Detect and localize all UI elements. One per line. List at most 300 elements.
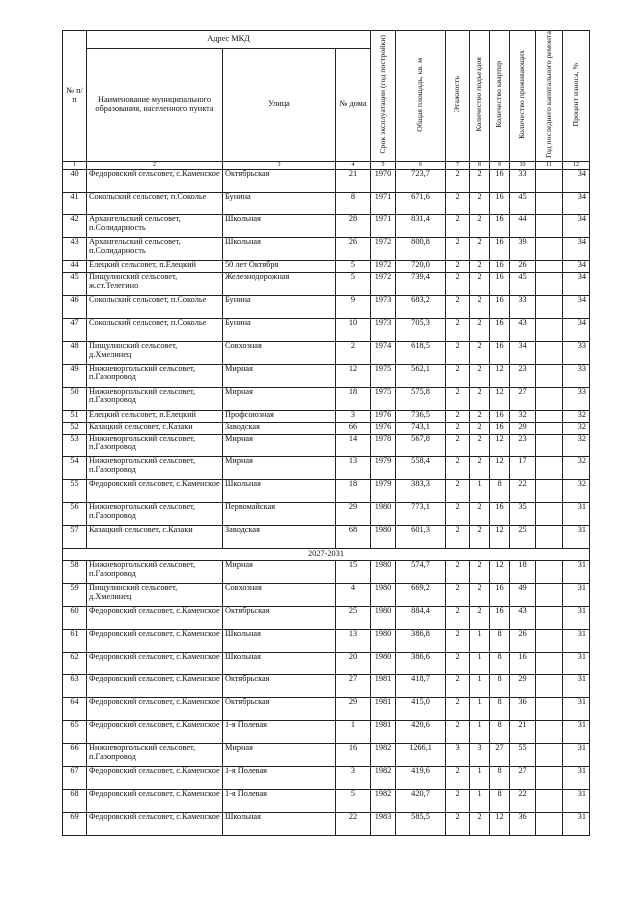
- floors-cell: 2: [446, 422, 470, 434]
- wear-percent-cell: 33: [563, 341, 590, 364]
- floors-cell: 2: [446, 526, 470, 549]
- repair-year-cell: [536, 364, 563, 387]
- row-number: 48: [63, 341, 87, 364]
- entrances-cell: 1: [470, 480, 490, 503]
- table-row: [63, 526, 590, 549]
- col-header-apartments: [490, 31, 510, 162]
- area-cell: 671,6: [396, 192, 446, 215]
- municipality-cell: Сокольский сельсовет, п.Соколье: [87, 319, 223, 342]
- house-number-cell: 5: [336, 789, 371, 812]
- floors-cell: 2: [446, 238, 470, 261]
- row-number: 42: [63, 215, 87, 238]
- row-number: 63: [63, 675, 87, 698]
- table-header-row: [63, 31, 590, 49]
- repair-year-cell: [536, 698, 563, 721]
- municipality-cell: Нижневоргольский сельсовет, п.Газопровод: [87, 434, 223, 457]
- floors-cell: 2: [446, 675, 470, 698]
- year-built-cell: 1981: [371, 698, 396, 721]
- repair-year-cell: [536, 410, 563, 422]
- street-cell: Бунина: [223, 296, 336, 319]
- floors-cell: 2: [446, 629, 470, 652]
- apartments-cell: 8: [490, 767, 510, 790]
- table-row: [63, 273, 590, 296]
- row-number: 57: [63, 526, 87, 549]
- wear-percent-cell: 32: [563, 422, 590, 434]
- year-built-cell: 1976: [371, 422, 396, 434]
- entrances-cell: 2: [470, 273, 490, 296]
- municipality-cell: Федоровский сельсовет, с.Каменское: [87, 169, 223, 192]
- street-cell: Мирная: [223, 364, 336, 387]
- wear-percent-cell: 33: [563, 387, 590, 410]
- residents-cell: 55: [510, 744, 536, 767]
- table-row: [63, 583, 590, 606]
- repair-year-cell: [536, 767, 563, 790]
- house-number-cell: 18: [336, 480, 371, 503]
- house-number-cell: 14: [336, 434, 371, 457]
- floors-cell: 2: [446, 296, 470, 319]
- period-section-label: 2027-2031: [63, 549, 590, 561]
- table-row: [63, 652, 590, 675]
- municipality-cell: Нижневоргольский сельсовет, п.Газопровод: [87, 364, 223, 387]
- entrances-cell: 3: [470, 744, 490, 767]
- municipality-cell: Федоровский сельсовет, с.Каменское: [87, 812, 223, 835]
- residents-cell: 33: [510, 296, 536, 319]
- area-cell: 415,0: [396, 698, 446, 721]
- repair-year-cell: [536, 457, 563, 480]
- street-cell: Мирная: [223, 387, 336, 410]
- wear-percent-cell: 34: [563, 238, 590, 261]
- residents-cell: 27: [510, 387, 536, 410]
- municipality-cell: Федоровский сельсовет, с.Каменское: [87, 629, 223, 652]
- wear-percent-cell: 34: [563, 273, 590, 296]
- repair-year-cell: [536, 434, 563, 457]
- col-header-apartments-label: Количество квартир: [494, 61, 504, 128]
- floors-cell: 2: [446, 364, 470, 387]
- municipality-cell: Казацкий сельсовет, с.Казаки: [87, 422, 223, 434]
- apartments-cell: 16: [490, 503, 510, 526]
- municipality-cell: Нижневоргольский сельсовет, п.Газопровод: [87, 744, 223, 767]
- col-header-area-label: Общая площадь, кв. м: [415, 57, 425, 132]
- wear-percent-cell: 34: [563, 261, 590, 273]
- year-built-cell: 1975: [371, 387, 396, 410]
- repair-year-cell: [536, 480, 563, 503]
- municipality-cell: Пищулинский сельсовет, д.Хмелинец: [87, 341, 223, 364]
- residents-cell: 21: [510, 721, 536, 744]
- table-row: [63, 169, 590, 192]
- col-header-year-label: Срок эксплуатации (год постройки): [377, 35, 387, 154]
- row-number: 67: [63, 767, 87, 790]
- entrances-cell: 1: [470, 789, 490, 812]
- year-built-cell: 1982: [371, 767, 396, 790]
- area-cell: 575,8: [396, 387, 446, 410]
- table-row: [63, 341, 590, 364]
- year-built-cell: 1982: [371, 789, 396, 812]
- area-cell: 669,2: [396, 583, 446, 606]
- residents-cell: 39: [510, 238, 536, 261]
- entrances-cell: 2: [470, 296, 490, 319]
- row-number: 62: [63, 652, 87, 675]
- col-header-wear: [563, 31, 590, 162]
- wear-percent-cell: 31: [563, 606, 590, 629]
- column-number: 11: [536, 161, 563, 169]
- repair-year-cell: [536, 319, 563, 342]
- floors-cell: 2: [446, 273, 470, 296]
- area-cell: 743,1: [396, 422, 446, 434]
- wear-percent-cell: 31: [563, 503, 590, 526]
- wear-percent-cell: 31: [563, 789, 590, 812]
- entrances-cell: 1: [470, 698, 490, 721]
- table-row: [63, 296, 590, 319]
- residents-cell: 29: [510, 422, 536, 434]
- col-header-residents: [510, 31, 536, 162]
- year-built-cell: 1980: [371, 561, 396, 584]
- area-cell: 585,5: [396, 812, 446, 835]
- house-number-cell: 26: [336, 238, 371, 261]
- table-row: [63, 215, 590, 238]
- house-number-cell: 10: [336, 319, 371, 342]
- floors-cell: 2: [446, 480, 470, 503]
- municipality-cell: Сокольский сельсовет, п.Соколье: [87, 296, 223, 319]
- year-built-cell: 1980: [371, 503, 396, 526]
- row-number: 58: [63, 561, 87, 584]
- floors-cell: 2: [446, 192, 470, 215]
- wear-percent-cell: 31: [563, 812, 590, 835]
- floors-cell: 2: [446, 812, 470, 835]
- row-number: 65: [63, 721, 87, 744]
- floors-cell: 2: [446, 503, 470, 526]
- repair-year-cell: [536, 812, 563, 835]
- entrances-cell: 2: [470, 422, 490, 434]
- floors-cell: 2: [446, 652, 470, 675]
- col-header-repair-label: Год последнего капитального ремонта: [543, 31, 553, 158]
- house-number-cell: 18: [336, 387, 371, 410]
- repair-year-cell: [536, 215, 563, 238]
- entrances-cell: 2: [470, 215, 490, 238]
- year-built-cell: 1980: [371, 583, 396, 606]
- table-row: [63, 812, 590, 835]
- table-row: [63, 789, 590, 812]
- year-built-cell: 1982: [371, 744, 396, 767]
- street-cell: Мирная: [223, 561, 336, 584]
- entrances-cell: 2: [470, 341, 490, 364]
- area-cell: 383,3: [396, 480, 446, 503]
- apartments-cell: 12: [490, 364, 510, 387]
- floors-cell: 2: [446, 561, 470, 584]
- year-built-cell: 1979: [371, 480, 396, 503]
- street-cell: Октябрьская: [223, 606, 336, 629]
- row-number: 69: [63, 812, 87, 835]
- repair-year-cell: [536, 561, 563, 584]
- wear-percent-cell: 32: [563, 457, 590, 480]
- col-header-area: [396, 31, 446, 162]
- col-header-address-group: Адрес МКД: [87, 31, 371, 49]
- entrances-cell: 2: [470, 503, 490, 526]
- repair-year-cell: [536, 238, 563, 261]
- row-number: 40: [63, 169, 87, 192]
- apartments-cell: 8: [490, 789, 510, 812]
- floors-cell: 2: [446, 410, 470, 422]
- repair-year-cell: [536, 341, 563, 364]
- apartment-buildings-table: [62, 30, 590, 836]
- table-row: [63, 767, 590, 790]
- house-number-cell: 22: [336, 812, 371, 835]
- residents-cell: 23: [510, 364, 536, 387]
- wear-percent-cell: 33: [563, 364, 590, 387]
- municipality-cell: Нижневоргольский сельсовет, п.Газопровод: [87, 561, 223, 584]
- entrances-cell: 1: [470, 721, 490, 744]
- repair-year-cell: [536, 652, 563, 675]
- house-number-cell: 5: [336, 261, 371, 273]
- table-row: [63, 721, 590, 744]
- wear-percent-cell: 34: [563, 296, 590, 319]
- house-number-cell: 12: [336, 364, 371, 387]
- entrances-cell: 2: [470, 319, 490, 342]
- wear-percent-cell: 32: [563, 480, 590, 503]
- floors-cell: 2: [446, 169, 470, 192]
- column-number: 10: [510, 161, 536, 169]
- year-built-cell: 1983: [371, 812, 396, 835]
- apartments-cell: 8: [490, 698, 510, 721]
- municipality-cell: Федоровский сельсовет, с.Каменское: [87, 767, 223, 790]
- house-number-cell: 68: [336, 526, 371, 549]
- house-number-cell: 25: [336, 606, 371, 629]
- street-cell: Железнодорожная: [223, 273, 336, 296]
- wear-percent-cell: 31: [563, 675, 590, 698]
- wear-percent-cell: 31: [563, 721, 590, 744]
- municipality-cell: Федоровский сельсовет, с.Каменское: [87, 789, 223, 812]
- table-row: [63, 364, 590, 387]
- area-cell: 562,1: [396, 364, 446, 387]
- year-built-cell: 1978: [371, 434, 396, 457]
- apartments-cell: 16: [490, 296, 510, 319]
- row-number: 66: [63, 744, 87, 767]
- area-cell: 420,7: [396, 789, 446, 812]
- residents-cell: 44: [510, 215, 536, 238]
- street-cell: Профсоюзная: [223, 410, 336, 422]
- repair-year-cell: [536, 273, 563, 296]
- col-header-num: № п/п: [63, 31, 87, 162]
- area-cell: 574,7: [396, 561, 446, 584]
- repair-year-cell: [536, 296, 563, 319]
- residents-cell: 25: [510, 526, 536, 549]
- year-built-cell: 1973: [371, 319, 396, 342]
- entrances-cell: 2: [470, 812, 490, 835]
- col-header-street: Улица: [223, 48, 336, 161]
- wear-percent-cell: 31: [563, 698, 590, 721]
- house-number-cell: 8: [336, 192, 371, 215]
- area-cell: 800,8: [396, 238, 446, 261]
- table-body-b: [63, 561, 590, 836]
- entrances-cell: 1: [470, 652, 490, 675]
- street-cell: Октябрьская: [223, 698, 336, 721]
- table-row: [63, 503, 590, 526]
- wear-percent-cell: 31: [563, 526, 590, 549]
- repair-year-cell: [536, 192, 563, 215]
- wear-percent-cell: 34: [563, 192, 590, 215]
- wear-percent-cell: 31: [563, 629, 590, 652]
- row-number: 47: [63, 319, 87, 342]
- street-cell: Октябрьская: [223, 169, 336, 192]
- table-row: [63, 261, 590, 273]
- area-cell: 618,5: [396, 341, 446, 364]
- apartments-cell: 16: [490, 169, 510, 192]
- entrances-cell: 2: [470, 410, 490, 422]
- floors-cell: 2: [446, 261, 470, 273]
- house-number-cell: 13: [336, 457, 371, 480]
- row-number: 61: [63, 629, 87, 652]
- apartments-cell: 16: [490, 215, 510, 238]
- entrances-cell: 2: [470, 434, 490, 457]
- house-number-cell: 4: [336, 583, 371, 606]
- apartments-cell: 8: [490, 652, 510, 675]
- house-number-cell: 66: [336, 422, 371, 434]
- wear-percent-cell: 31: [563, 583, 590, 606]
- year-built-cell: 1972: [371, 273, 396, 296]
- floors-cell: 2: [446, 606, 470, 629]
- entrances-cell: 2: [470, 364, 490, 387]
- apartments-cell: 16: [490, 261, 510, 273]
- year-built-cell: 1980: [371, 629, 396, 652]
- col-header-entrances-label: Количество подъездов: [474, 57, 484, 132]
- column-number: 2: [87, 161, 223, 169]
- apartments-cell: 16: [490, 606, 510, 629]
- street-cell: Мирная: [223, 457, 336, 480]
- entrances-cell: 2: [470, 561, 490, 584]
- wear-percent-cell: 31: [563, 767, 590, 790]
- year-built-cell: 1972: [371, 238, 396, 261]
- municipality-cell: Пищулинский сельсовет, ж.ст.Телегино: [87, 273, 223, 296]
- residents-cell: 22: [510, 789, 536, 812]
- house-number-cell: 2: [336, 341, 371, 364]
- street-cell: Школьная: [223, 238, 336, 261]
- column-number: 8: [470, 161, 490, 169]
- house-number-cell: 9: [336, 296, 371, 319]
- entrances-cell: 2: [470, 261, 490, 273]
- street-cell: Бунина: [223, 192, 336, 215]
- municipality-cell: Федоровский сельсовет, с.Каменское: [87, 675, 223, 698]
- floors-cell: 2: [446, 721, 470, 744]
- apartments-cell: 16: [490, 341, 510, 364]
- col-header-floors-label: Этажность: [452, 76, 462, 113]
- table-row: [63, 238, 590, 261]
- area-cell: 720,0: [396, 261, 446, 273]
- residents-cell: 23: [510, 434, 536, 457]
- area-cell: 1266,1: [396, 744, 446, 767]
- repair-year-cell: [536, 675, 563, 698]
- year-built-cell: 1971: [371, 215, 396, 238]
- repair-year-cell: [536, 721, 563, 744]
- year-built-cell: 1975: [371, 364, 396, 387]
- entrances-cell: 1: [470, 629, 490, 652]
- row-number: 55: [63, 480, 87, 503]
- street-cell: Совхозная: [223, 583, 336, 606]
- year-built-cell: 1974: [371, 341, 396, 364]
- house-number-cell: 27: [336, 675, 371, 698]
- year-built-cell: 1971: [371, 192, 396, 215]
- municipality-cell: Федоровский сельсовет, с.Каменское: [87, 480, 223, 503]
- area-cell: 773,1: [396, 503, 446, 526]
- house-number-cell: 20: [336, 652, 371, 675]
- repair-year-cell: [536, 606, 563, 629]
- municipality-cell: Федоровский сельсовет, с.Каменское: [87, 652, 223, 675]
- residents-cell: 36: [510, 812, 536, 835]
- row-number: 51: [63, 410, 87, 422]
- street-cell: Бунина: [223, 319, 336, 342]
- year-built-cell: 1981: [371, 721, 396, 744]
- table-row: [63, 319, 590, 342]
- table-row: [63, 192, 590, 215]
- column-number-row: [63, 161, 590, 169]
- residents-cell: 34: [510, 341, 536, 364]
- row-number: 44: [63, 261, 87, 273]
- row-number: 46: [63, 296, 87, 319]
- municipality-cell: Пищулинский сельсовет, д.Хмелинец: [87, 583, 223, 606]
- residents-cell: 29: [510, 675, 536, 698]
- residents-cell: 18: [510, 561, 536, 584]
- housing-registry-sheet: [62, 30, 589, 836]
- residents-cell: 43: [510, 606, 536, 629]
- row-number: 59: [63, 583, 87, 606]
- year-built-cell: 1970: [371, 169, 396, 192]
- residents-cell: 45: [510, 192, 536, 215]
- street-cell: Школьная: [223, 629, 336, 652]
- table-row: [63, 698, 590, 721]
- street-cell: Мирная: [223, 434, 336, 457]
- column-number: 3: [223, 161, 336, 169]
- table-row: [63, 629, 590, 652]
- area-cell: 419,6: [396, 767, 446, 790]
- residents-cell: 36: [510, 698, 536, 721]
- street-cell: 1-я Полевая: [223, 767, 336, 790]
- area-cell: 601,3: [396, 526, 446, 549]
- house-number-cell: 3: [336, 767, 371, 790]
- area-cell: 723,7: [396, 169, 446, 192]
- table-row: [63, 434, 590, 457]
- municipality-cell: Архангельский сельсовет, п.Солидарность: [87, 238, 223, 261]
- wear-percent-cell: 34: [563, 169, 590, 192]
- repair-year-cell: [536, 261, 563, 273]
- floors-cell: 2: [446, 698, 470, 721]
- apartments-cell: 27: [490, 744, 510, 767]
- apartments-cell: 16: [490, 238, 510, 261]
- row-number: 64: [63, 698, 87, 721]
- apartments-cell: 8: [490, 480, 510, 503]
- house-number-cell: 28: [336, 215, 371, 238]
- repair-year-cell: [536, 789, 563, 812]
- floors-cell: 2: [446, 583, 470, 606]
- area-cell: 705,3: [396, 319, 446, 342]
- area-cell: 683,2: [396, 296, 446, 319]
- apartments-cell: 8: [490, 629, 510, 652]
- period-section-row: [63, 549, 590, 561]
- residents-cell: 17: [510, 457, 536, 480]
- area-cell: 386,6: [396, 652, 446, 675]
- apartments-cell: 16: [490, 319, 510, 342]
- municipality-cell: Федоровский сельсовет, с.Каменское: [87, 721, 223, 744]
- street-cell: 1-я Полевая: [223, 789, 336, 812]
- municipality-cell: Нижневоргольский сельсовет, п.Газопровод: [87, 387, 223, 410]
- repair-year-cell: [536, 744, 563, 767]
- municipality-cell: Архангельский сельсовет, п.Солидарность: [87, 215, 223, 238]
- year-built-cell: 1972: [371, 261, 396, 273]
- table-row: [63, 561, 590, 584]
- col-header-year: [371, 31, 396, 162]
- year-built-cell: 1980: [371, 606, 396, 629]
- row-number: 60: [63, 606, 87, 629]
- residents-cell: 32: [510, 410, 536, 422]
- repair-year-cell: [536, 526, 563, 549]
- apartments-cell: 12: [490, 457, 510, 480]
